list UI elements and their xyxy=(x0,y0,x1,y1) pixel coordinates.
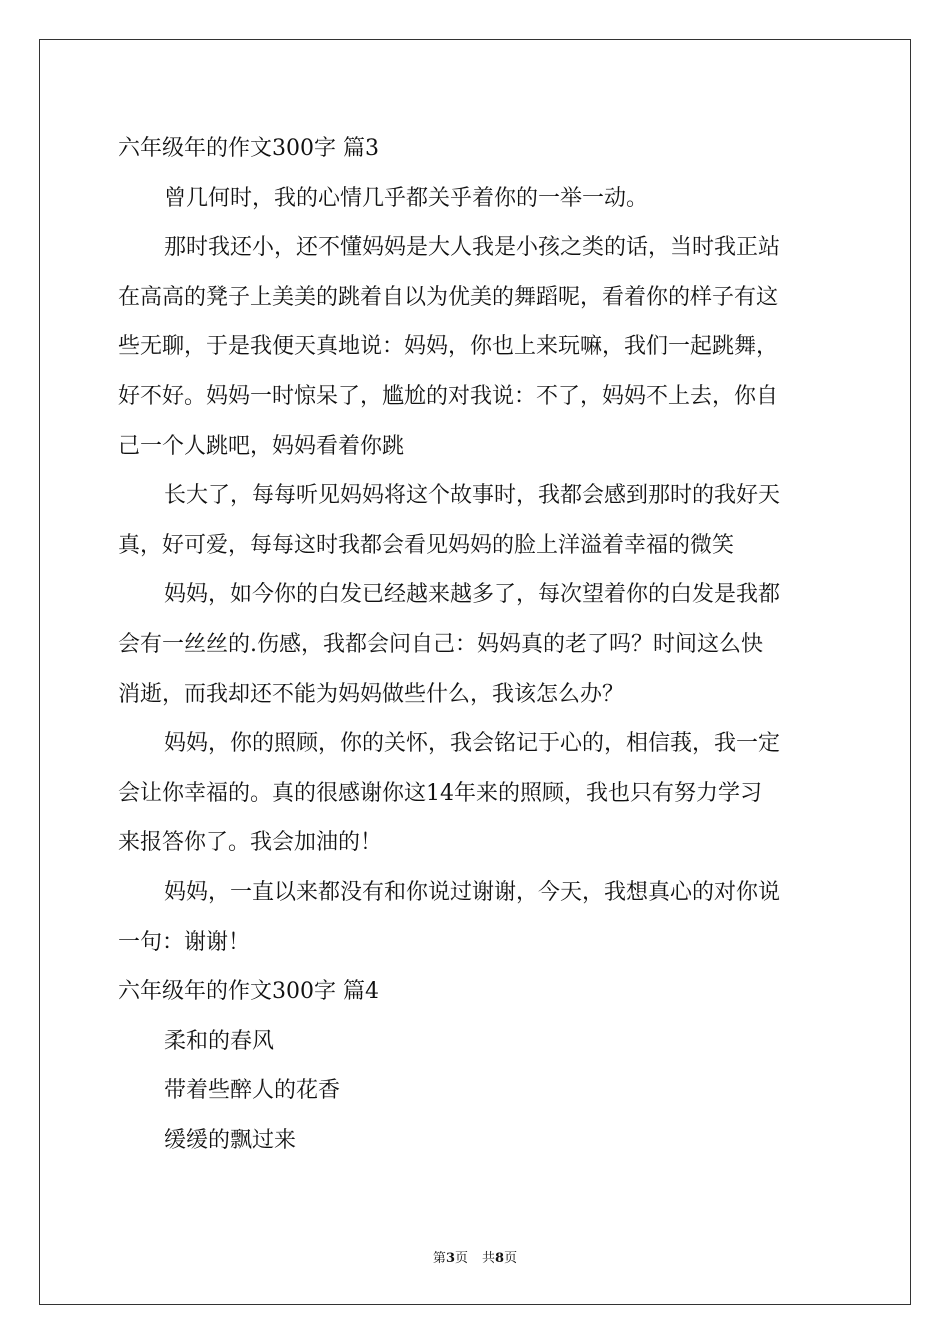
paragraph-line: 妈妈，如今你的白发已经越来越多了，每次望着你的白发是我都 xyxy=(164,582,781,608)
paragraph-line: 会让你幸福的。真的很感谢你这14年来的照顾，我也只有努力学习 xyxy=(118,780,762,806)
paragraph-line: 曾几何时，我的心情几乎都关乎着你的一举一动。 xyxy=(164,185,649,211)
paragraph-line: 会有一丝丝的.伤感，我都会问自己：妈妈真的老了吗？时间这么快 xyxy=(118,631,763,657)
footer-page-mid: 页 xyxy=(454,1251,468,1266)
footer-total-suffix: 页 xyxy=(504,1251,518,1266)
paragraph-line: 妈妈，你的照顾，你的关怀，我会铭记于心的，相信莪，我一定 xyxy=(164,731,781,757)
section-heading: 六年级年的作文300字 篇4 xyxy=(118,979,379,1005)
footer-total-prefix: 共 xyxy=(482,1251,496,1266)
paragraph-line: 己一个人跳吧，妈妈看着你跳 xyxy=(118,433,405,459)
paragraph-line: 妈妈，一直以来都没有和你说过谢谢，今天，我想真心的对你说 xyxy=(164,879,781,905)
paragraph-line: 消逝，而我却还不能为妈妈做些什么，我该怎么办？ xyxy=(118,681,625,707)
page-footer xyxy=(0,1247,950,1266)
document-body xyxy=(118,124,834,1165)
paragraph-line: 长大了，每每听见妈妈将这个故事时，我都会感到那时的我好天 xyxy=(164,483,781,509)
paragraph-line: 那时我还小，还不懂妈妈是大人我是小孩之类的话，当时我正站 xyxy=(164,235,781,261)
footer-current-page: 3 xyxy=(445,1251,455,1266)
section-heading: 六年级年的作文300字 篇3 xyxy=(118,136,379,161)
paragraph-line: 缓缓的飘过来 xyxy=(164,1127,297,1153)
footer-page-prefix: 第 xyxy=(432,1251,446,1266)
paragraph-line: 些无聊，于是我便天真地说：妈妈，你也上来玩嘛，我们一起跳舞， xyxy=(118,334,779,360)
footer-total-pages: 8 xyxy=(495,1251,505,1266)
paragraph-line: 好不好。妈妈一时惊呆了，尴尬的对我说：不了，妈妈不上去，你自 xyxy=(118,383,779,409)
paragraph-line: 真，好可爱，每每这时我都会看见妈妈的脸上洋溢着幸福的微笑 xyxy=(118,532,735,558)
paragraph-line: 柔和的春风 xyxy=(164,1028,275,1054)
paragraph-line: 带着些醉人的花香 xyxy=(164,1078,341,1104)
paragraph-line: 一句：谢谢！ xyxy=(118,929,251,955)
paragraph-line: 在高高的凳子上美美的跳着自以为优美的舞蹈呢，看着你的样子有这 xyxy=(118,284,779,310)
paragraph-line: 来报答你了。我会加油的！ xyxy=(118,830,383,856)
